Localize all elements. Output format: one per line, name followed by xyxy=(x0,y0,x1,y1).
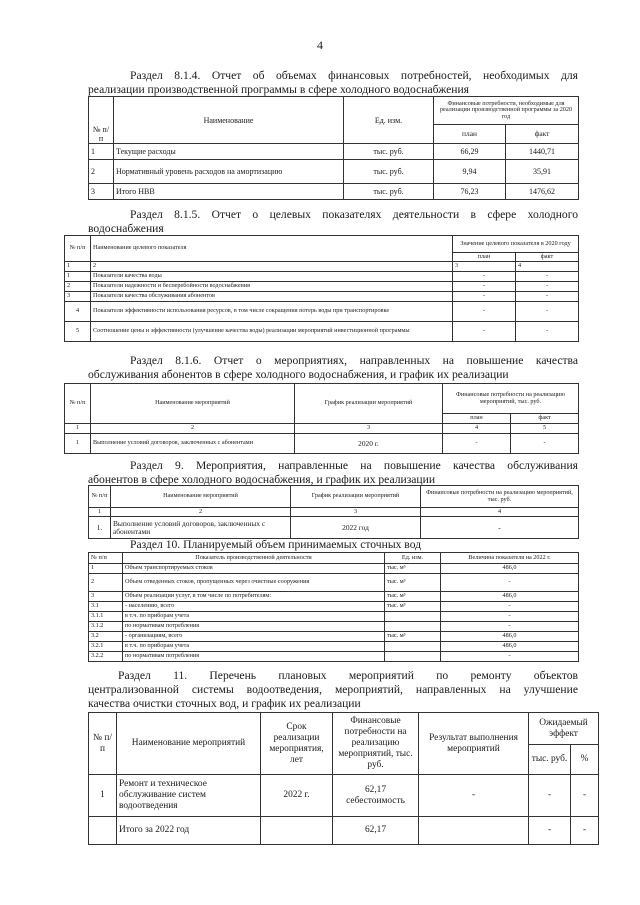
table-11 xyxy=(88,712,599,845)
col-name: Показатель производственной деятельности xyxy=(123,553,385,564)
col-plan: план xyxy=(453,253,516,262)
col-fact: факт xyxy=(511,414,579,424)
row-unit: тыс. м³ xyxy=(385,564,441,574)
col-num: № п/п xyxy=(89,553,123,564)
row-value: 486,0 xyxy=(441,592,579,602)
table-row xyxy=(65,302,579,322)
row-num: 1 xyxy=(89,775,117,817)
table-row xyxy=(89,632,579,642)
total-rub: - xyxy=(529,817,571,845)
col-result: Результат выполнения мероприятий xyxy=(419,713,529,775)
section-10-heading: Раздел 10. Планируемый объем принимаемых сточных вод xyxy=(130,538,422,551)
row-fact: 1440,71 xyxy=(506,144,579,160)
section-8-1-6-heading: Раздел 8.1.6. Отчет о мероприятиях, направленных на повышение качества обслуживания абонентов в сфере холодного водоснабжения, и график их реализации xyxy=(88,354,578,381)
row-result xyxy=(419,817,529,845)
num-cell: 2 xyxy=(91,262,453,272)
col-fin: Финансовые потребности на реализацию мероприятий, тыс. руб. xyxy=(333,713,419,775)
section-11-heading: Раздел 11. Перечень плановых мероприятий по ремонту объектов централизованной системы водоотведения, мероприятий, направленных на улучшение качества очистки сточных вод, и график их реализации xyxy=(88,669,578,710)
table-row xyxy=(89,517,579,539)
row-plan: - xyxy=(453,272,516,282)
col-num: № п/п xyxy=(89,713,117,775)
row-num: 3 xyxy=(89,592,123,602)
row-unit: тыс. руб. xyxy=(344,160,434,184)
row-unit: тыс. руб. xyxy=(344,184,434,200)
row-plan: - xyxy=(453,302,516,322)
table-row xyxy=(89,612,579,622)
row-fin xyxy=(333,775,419,817)
row-fact: - xyxy=(516,282,579,292)
row-num: 4 xyxy=(65,302,91,322)
row-pct: - xyxy=(571,775,599,817)
col-fact: факт xyxy=(506,125,579,144)
row-unit: тыс. м³ xyxy=(385,632,441,642)
row-fin: - xyxy=(421,517,579,539)
row-fact: 35,91 xyxy=(506,160,579,184)
row-num: 3.2.1 xyxy=(89,642,123,652)
row-name: по нормативам потребления xyxy=(123,652,385,662)
row-plan: 66,29 xyxy=(434,144,506,160)
col-num: № п/п xyxy=(65,384,91,424)
row-fin-note: себестоимость xyxy=(346,795,405,806)
row-plan: - xyxy=(443,434,511,454)
row-value: 486,0 xyxy=(441,632,579,642)
col-fin: Финансовые потребности на реализацию мероприятий, тыс. руб. xyxy=(443,384,579,414)
row-value: - xyxy=(441,574,579,592)
row-value: - xyxy=(441,612,579,622)
col-plan: план xyxy=(443,414,511,424)
row-num: 1. xyxy=(89,517,111,539)
row-num: 5 xyxy=(65,322,91,342)
total-pct: - xyxy=(571,817,599,845)
col-num: № п/п xyxy=(65,236,91,262)
row-name: Ремонт и техническое обслуживание систем водоотведения xyxy=(117,775,261,817)
table-row xyxy=(65,292,579,302)
row-num: 3.1 xyxy=(89,602,123,612)
table-8-1-5 xyxy=(64,235,579,342)
row-num: 3.1.1 xyxy=(89,612,123,622)
row-num: 3 xyxy=(65,292,91,302)
row-name: Выполнение условий договоров, заключенных с абонентами xyxy=(91,434,295,454)
row-name: по нормативам потребления xyxy=(123,622,385,632)
table-row xyxy=(89,160,579,184)
row-term xyxy=(261,817,333,845)
row-num: 1 xyxy=(89,564,123,574)
table-row xyxy=(65,434,579,454)
row-plan: - xyxy=(453,292,516,302)
row-fact: - xyxy=(516,322,579,342)
col-value: Значение целевого показателя в 2020 году xyxy=(453,236,579,253)
row-num: 3.1.2 xyxy=(89,622,123,632)
row-unit xyxy=(385,622,441,632)
col-value: Величина показателя на 2022 г. xyxy=(441,553,579,564)
row-plan: - xyxy=(453,282,516,292)
table-8-1-4 xyxy=(88,96,579,200)
table-row xyxy=(89,144,579,160)
row-name: Объем реализации услуг, в том числе по потребителям: xyxy=(123,592,385,602)
row-num: 3 xyxy=(89,184,114,200)
table-row xyxy=(89,652,579,662)
num-cell: 5 xyxy=(511,424,579,434)
col-effect: Ожидаемый эффект xyxy=(529,713,599,745)
table-10 xyxy=(88,552,579,662)
table-row xyxy=(89,775,599,817)
table-8-1-6 xyxy=(64,383,579,454)
col-schedule: График реализации мероприятий xyxy=(295,384,443,424)
row-plan: 76,23 xyxy=(434,184,506,200)
row-fact: - xyxy=(516,272,579,282)
row-num xyxy=(89,817,117,845)
row-value: - xyxy=(441,652,579,662)
row-name: - организациям, всего xyxy=(123,632,385,642)
row-name: Выполнение условий договоров, заключенных с абонентами xyxy=(111,517,291,539)
row-num: 3.2 xyxy=(89,632,123,642)
table-row xyxy=(89,564,579,574)
num-cell: 4 xyxy=(421,508,579,517)
num-cell: 1 xyxy=(89,508,111,517)
total-fin: 62,17 xyxy=(333,817,419,845)
row-name: в т.ч. по приборам учета xyxy=(123,642,385,652)
row-name: Показатели эффективности использования ресурсов, в том числе сокращения потерь воды при транспортировке xyxy=(91,302,453,322)
table-row xyxy=(89,602,579,612)
table-total-row xyxy=(89,817,599,845)
col-name: Наименование мероприятий xyxy=(117,713,261,775)
col-name: Наименование целевого показателя xyxy=(91,236,453,262)
row-num: 2 xyxy=(89,160,114,184)
row-num: 3.2.2 xyxy=(89,652,123,662)
row-fact: - xyxy=(511,434,579,454)
row-schedule: 2022 год xyxy=(291,517,421,539)
row-unit xyxy=(385,612,441,622)
row-num: 2 xyxy=(65,282,91,292)
row-value: - xyxy=(441,602,579,612)
num-cell: 4 xyxy=(516,262,579,272)
col-fact: факт xyxy=(516,253,579,262)
row-name: Показатели надежности и бесперебойности водоснабжения xyxy=(91,282,453,292)
row-name: в т.ч. по приборам учета xyxy=(123,612,385,622)
col-unit: Ед. изм. xyxy=(344,97,434,144)
num-cell: 1 xyxy=(65,424,91,434)
num-cell: 3 xyxy=(295,424,443,434)
num-cell: 1 xyxy=(65,262,91,272)
row-num: 1 xyxy=(65,272,91,282)
num-cell: 2 xyxy=(111,508,291,517)
num-cell: 2 xyxy=(91,424,295,434)
row-schedule: 2020 г. xyxy=(295,434,443,454)
row-name: Текущие расходы xyxy=(114,144,344,160)
row-value: 486,0 xyxy=(441,642,579,652)
row-value: - xyxy=(441,622,579,632)
row-result: - xyxy=(419,775,529,817)
col-schedule: График реализации мероприятий xyxy=(291,486,421,508)
row-name: Показатели качества воды xyxy=(91,272,453,282)
col-fin: Финансовые потребности на реализацию мероприятий, тыс. руб. xyxy=(421,486,579,508)
row-unit: тыс. м³ xyxy=(385,602,441,612)
table-row xyxy=(89,574,579,592)
col-unit: Ед. изм. xyxy=(385,553,441,564)
row-fin-value: 62,17 xyxy=(364,784,387,795)
row-name: Показатели качества обслуживания абонентов xyxy=(91,292,453,302)
col-name: Наименование мероприятий xyxy=(91,384,295,424)
row-name: Соотношение цены и эффективности (улучшение качества воды) реализации мероприятий инвестиционной программы xyxy=(91,322,453,342)
table-row xyxy=(89,642,579,652)
col-plan: план xyxy=(434,125,506,144)
row-value: 486,0 xyxy=(441,564,579,574)
col-term: Срок реализации мероприятия, лет xyxy=(261,713,333,775)
row-name: - населению, всего xyxy=(123,602,385,612)
col-num: № п/п xyxy=(89,486,111,508)
row-num: 1 xyxy=(65,434,91,454)
row-plan: 9,94 xyxy=(434,160,506,184)
num-cell: 3 xyxy=(453,262,516,272)
col-name: Наименование мероприятий xyxy=(111,486,291,508)
total-label: Итого за 2022 год xyxy=(117,817,261,845)
row-plan: - xyxy=(453,322,516,342)
col-name: Наименование xyxy=(114,97,344,144)
table-row xyxy=(65,322,579,342)
row-name: Объем отведенных стоков, пропущенных через очистные сооружения xyxy=(123,574,385,592)
row-unit xyxy=(385,652,441,662)
num-cell: 4 xyxy=(443,424,511,434)
row-unit: тыс. м³ xyxy=(385,592,441,602)
section-8-1-5-heading: Раздел 8.1.5. Отчет о целевых показателях деятельности в сфере холодного водоснабжения xyxy=(88,208,578,235)
row-num: 2 xyxy=(89,574,123,592)
row-name: Нормативный уровень расходов на амортизацию xyxy=(114,160,344,184)
col-effect-pct: % xyxy=(571,745,599,775)
table-row xyxy=(65,272,579,282)
col-num: № п/п xyxy=(89,97,114,144)
row-fact: - xyxy=(516,292,579,302)
row-unit xyxy=(385,642,441,652)
col-fin: Финансовые потребности, необходимые для реализации производственной программы за 2020 год xyxy=(434,97,579,125)
page-number: 4 xyxy=(317,38,323,52)
col-effect-rub: тыс. руб. xyxy=(529,745,571,775)
table-row xyxy=(89,184,579,200)
section-8-1-4-heading: Раздел 8.1.4. Отчет об объемах финансовых потребностей, необходимых для реализации производственной программы в сфере холодного водоснабжения xyxy=(88,69,578,96)
table-9 xyxy=(88,485,579,539)
row-unit: тыс. м³ xyxy=(385,574,441,592)
row-term: 2022 г. xyxy=(261,775,333,817)
table-row xyxy=(65,282,579,292)
row-num: 1 xyxy=(89,144,114,160)
row-fact: 1476,62 xyxy=(506,184,579,200)
section-9-heading: Раздел 9. Мероприятия, направленные на повышение качества обслуживания абонентов в сфере холодного водоснабжения, и график их реализации xyxy=(88,459,578,486)
row-rub: - xyxy=(529,775,571,817)
row-name: Объем транспортируемых стоков xyxy=(123,564,385,574)
table-row xyxy=(89,622,579,632)
num-cell: 3 xyxy=(291,508,421,517)
table-row xyxy=(89,592,579,602)
row-fact: - xyxy=(516,302,579,322)
row-name: Итого НВВ xyxy=(114,184,344,200)
row-unit: тыс. руб. xyxy=(344,144,434,160)
